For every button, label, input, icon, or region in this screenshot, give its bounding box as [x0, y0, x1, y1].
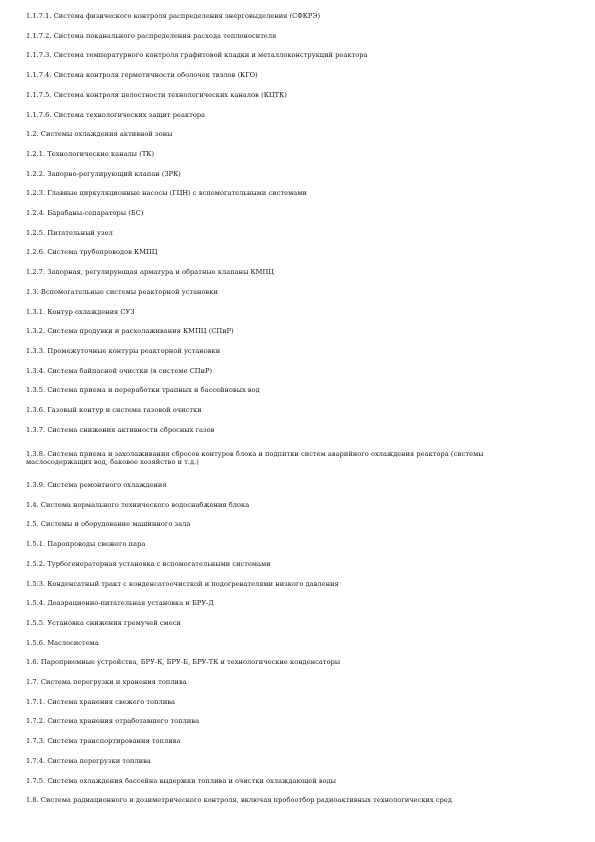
toc-entry: 1.5.6. Маслосистема [26, 638, 99, 647]
toc-entry: 1.7.4. Система перегрузки топлива [26, 756, 151, 765]
toc-entry: 1.4. Система нормального технического водоснабжения блока [26, 500, 250, 509]
toc-entry: 1.3. Вспомогательные системы реакторной установки [26, 287, 218, 296]
toc-entry: 1.7.5. Система охлаждения бассейна выдержки топлива и очистки охлаждающей воды [26, 776, 337, 785]
toc-entry: 1.2.6. Система трубопроводов КМПЦ [26, 248, 158, 257]
toc-entry: 1.8. Система радиационного и дозиметрического контроля, включая пробоотбор радиоактивных технологических сред [26, 796, 452, 805]
toc-entry: 1.2. Системы охлаждения активной зоны [26, 130, 173, 139]
toc-entry: 1.5.4. Деаэрационно-питательная установка и БРУ-Д [26, 599, 214, 608]
toc-entry: 1.1.7.6. Система технологических защит реактора [26, 110, 206, 119]
toc-entry: 1.3.4. Система байпасной очистки (в системе СПиР) [26, 366, 213, 375]
toc-entry: 1.7.1. Система хранения свежего топлива [26, 697, 176, 706]
toc-entry: 1.2.3. Главные циркуляционные насосы (ГЦН) с вспомогательными системами [26, 189, 307, 198]
toc-entry: 1.3.3. Промежуточные контуры реакторной установки [26, 346, 221, 355]
toc-entry: 1.1.7.2. Система поканального распределения расхода теплоносителя [26, 31, 277, 40]
toc-entry: 1.5.2. Турбогенераторная установка с вспомогательными системами [26, 559, 271, 568]
toc-entry: 1.3.6. Газовый контур и система газовой очистки [26, 406, 202, 414]
toc-entry-multiline: 1.3.8. Система приема и захолаживания сбросов контуров блока и подпитки систем аварийного охлаждения реактора (системы маслосодержащих вод, баковое хозяйство и т.д.) [26, 450, 484, 466]
toc-entry: 1.3.7. Система снижения активности сбросных газов [26, 425, 215, 434]
toc-entry: 1.5.5. Установка снижения гремучей смеси [26, 618, 181, 627]
toc-entry: 1.7.2. Система хранения отработавшего топлива [26, 717, 200, 726]
toc-entry: 1.7. Система перегрузки и хранения топлива [26, 678, 187, 686]
toc-entry: 1.3.5. Система приема и переработки трапных и бассейновых вод [26, 386, 260, 395]
toc-entry: 1.2.7. Запорная, регулирующая арматура и обратные клапаны КМПЦ [26, 268, 275, 277]
toc-entry: 1.1.7.5. Система контроля целостности технологических каналов (КЦТК) [26, 90, 287, 99]
toc-entry: 1.6. Пароприемные устройства, БРУ-К, БРУ-Б, БРУ-ТК и технологические конденсаторы [26, 658, 341, 667]
toc-entry: 1.5. Системы и оборудование машинного зала [26, 520, 191, 529]
toc-entry: 1.2.5. Питательный узел [26, 228, 113, 237]
toc-entry: 1.1.7.4. Система контроля герметичности оболочек твэлов (КГО) [26, 71, 258, 80]
toc-entry: 1.2.1. Технологические каналы (ТК) [26, 149, 155, 158]
toc-entry: 1.2.4. Барабаны-сепараторы (БС) [26, 209, 144, 217]
toc-entry: 1.1.7.3. Система температурного контроля графитовой кладки и металлоконструкций реактора [26, 51, 368, 60]
toc-entry: 1.5.1. Паропроводы свежего пара [26, 540, 146, 549]
toc-entry: 1.3.9. Система ремонтного охлаждения [26, 481, 167, 489]
toc-entry: 1.2.2. Запорно-регулирующий клапан (ЗРК) [26, 169, 181, 178]
toc-entry: 1.7.3. Система транспортирования топлива [26, 737, 181, 746]
toc-entry: 1.1.7.1. Система физического контроля распределения энерговыделения (СФКРЭ) [26, 12, 321, 20]
toc-entry: 1.3.2. Система продувки и расхолаживания КМПЦ (СПиР) [26, 327, 234, 336]
toc-entry: 1.3.1. Контур охлаждения СУЗ [26, 307, 135, 316]
toc-entry: 1.5.3. Конденсатный тракт с конденсатоочисткой и подогревателями низкого давления [26, 579, 339, 588]
